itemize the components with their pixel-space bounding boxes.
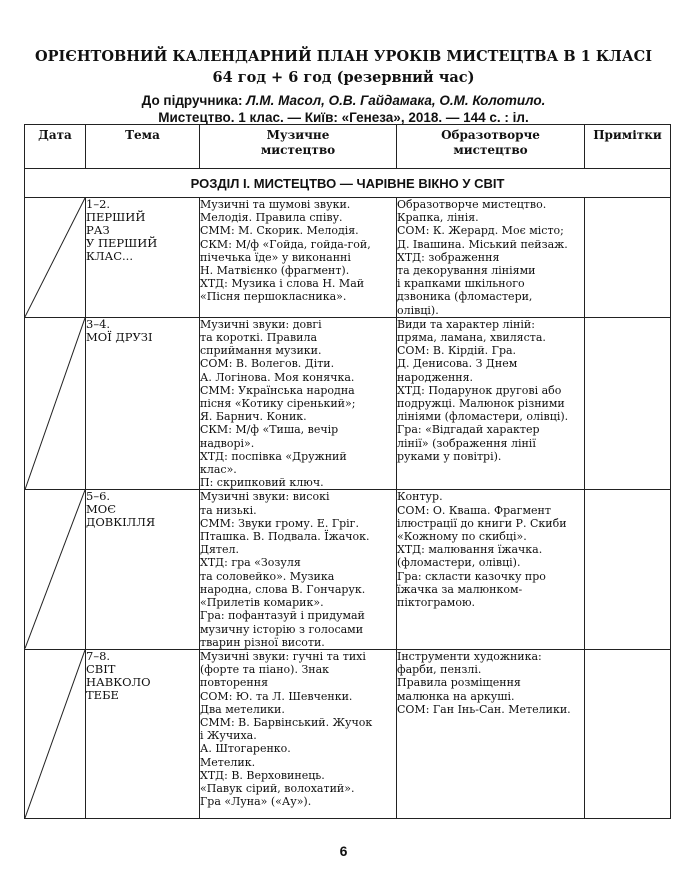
cell-line: НАВКОЛО (86, 674, 151, 689)
cell-line: СКМ: М/ф «Гойда, гойда-гой, (200, 237, 371, 251)
cell-line: ілюстрації до книги Р. Скиби (397, 516, 567, 530)
art-cell (397, 649, 585, 818)
date-diagonal (25, 318, 85, 490)
cell-line: Два метелики. (200, 702, 285, 716)
cell-line: Н. Матвієнко (фрагмент). (200, 264, 350, 278)
cell-line: «Кожному по скибці». (397, 530, 527, 544)
textbook-prefix: До підручника: (141, 93, 247, 108)
cell-line: тварин різної висоти. (200, 635, 325, 649)
theme-cell (86, 317, 200, 490)
section-row (25, 169, 671, 198)
col-date-header: Дата (25, 125, 86, 169)
cell-line: МОЄ (86, 502, 117, 517)
date-cell (25, 317, 86, 490)
cell-line: руками у повітрі). (397, 449, 502, 463)
cell-line: ХТД: гра «Зозуля (200, 556, 301, 570)
cell-line: подружці. Малюнок різними (397, 397, 565, 411)
date-diagonal (25, 650, 85, 818)
cell-line: Гра «Луна» («Ау»). (200, 795, 312, 809)
cell-line: Крапка, лінія. (397, 211, 479, 225)
document-title: ОРІЄНТОВНИЙ КАЛЕНДАРНИЙ ПЛАН УРОКІВ МИСТЕЦТВА В 1 КЛАСІ (35, 48, 652, 65)
cell-line: ПЕРШИЙ (86, 210, 146, 224)
cell-line: Дятел. (200, 543, 239, 557)
cell-line: Метелик. (200, 755, 256, 769)
cell-line: 1–2. (86, 197, 111, 211)
art-cell (397, 198, 585, 318)
cell-line: Музичні звуки: високі (200, 490, 330, 504)
table-row (25, 317, 671, 490)
cell-line: повторення (200, 676, 269, 690)
cell-line: СВІТ (86, 661, 116, 676)
cell-line: Музичні звуки: гучні та тихі (200, 649, 366, 663)
cell-line: Контур. (397, 490, 443, 504)
date-cell (25, 490, 86, 649)
cell-line: «Прилетів комарик». (200, 596, 324, 610)
cell-line: СОМ: В. Волегов. Діти. (200, 357, 335, 371)
cell-line: та низькі. (200, 503, 257, 517)
cell-line: дзвоника (фломастери, (397, 290, 533, 304)
cell-line: СОМ: В. Кірдій. Гра. (397, 344, 517, 358)
cell-line: народження. (397, 370, 474, 384)
cell-line: Пташка. В. Подвала. Їжачок. (200, 530, 370, 544)
notes-cell (585, 490, 671, 649)
cell-line: А. Штогаренко. (200, 742, 291, 756)
cell-line: МОЇ ДРУЗІ (86, 329, 153, 344)
cell-line: П: скрипковий ключ. (200, 476, 324, 490)
cell-line: Образотворче мистецтво. (397, 198, 547, 211)
cell-line: ХТД: поспівка «Дружний (200, 449, 347, 463)
cell-line: 3–4. (86, 316, 111, 331)
cell-line: їжачка за малюнком- (397, 582, 523, 596)
art-header-line2: мистецтво (453, 143, 528, 157)
art-cell (397, 317, 585, 490)
col-music-header (200, 125, 397, 169)
cell-line: ХТД: В. Верховинець. (200, 768, 325, 782)
cell-line: Мелодія. Правила співу. (200, 211, 343, 225)
cell-line: Правила розміщення (397, 676, 521, 690)
cell-line: ХТД: Музика і слова Н. Май (200, 277, 365, 291)
cell-line: пічечька їде» у виконанні (200, 250, 351, 264)
cell-line: СОМ: Ган Інь-Сан. Метелики. (397, 702, 571, 716)
cell-line: СММ: М. Скорик. Мелодія. (200, 224, 359, 238)
cell-line: СОМ: Ю. та Л. Шевченки. (200, 689, 353, 703)
table-row (25, 490, 671, 649)
cell-line: СКМ: М/ф «Тиша, вечір (200, 423, 339, 437)
cell-line: СММ: В. Барвінський. Жучок (200, 715, 373, 729)
cell-line: малюнка на аркуші. (397, 689, 515, 703)
cell-line: «Пісня першокласника». (200, 290, 347, 304)
art-cell (397, 490, 585, 649)
cell-line: і Жучиха. (200, 729, 257, 743)
cell-line: ХТД: Подарунок другові або (397, 383, 562, 397)
cell-line: «Павук сірий, волохатий». (200, 781, 355, 795)
cell-line: СММ: Українська народна (200, 383, 355, 397)
cell-line: фарби, пензлі. (397, 663, 482, 677)
col-art-header (397, 125, 585, 169)
cell-line: РАЗ (86, 223, 110, 237)
notes-cell (585, 649, 671, 818)
cell-line: ДОВКІЛЛЯ (86, 515, 156, 530)
cell-line: та соловейко». Музика (200, 569, 335, 583)
cell-line: Види та характер ліній: (397, 317, 535, 331)
hours-subtitle: 64 год + 6 год (резервний час) (212, 69, 475, 86)
date-cell (25, 649, 86, 818)
textbook-line (0, 93, 687, 108)
cell-line: 7–8. (86, 648, 111, 663)
date-cell (25, 198, 86, 318)
music-cell (200, 649, 397, 818)
cell-line: У ПЕРШИЙ (86, 236, 158, 250)
date-diagonal (25, 198, 85, 317)
cell-line: пісня «Котику сіренький»; (200, 397, 356, 411)
cell-line: та декорування лініями (397, 264, 536, 278)
cell-line: ХТД: малювання їжачка. (397, 543, 543, 557)
cell-line: пряма, ламана, хвиляста. (397, 331, 546, 345)
cell-line: 5–6. (86, 489, 111, 504)
cell-line: надворі». (200, 436, 255, 450)
section-title: РОЗДІЛ I. МИСТЕЦТВО — ЧАРІВНЕ ВІКНО У СВІТ (25, 169, 671, 198)
cell-line: лінії» (зображення лінії (397, 436, 536, 450)
cell-line: СОМ: О. Кваша. Фрагмент (397, 503, 551, 517)
table-header-row (25, 125, 671, 169)
cell-line: і крапками шкільного (397, 277, 525, 291)
cell-line: Гра: скласти казочку про (397, 569, 546, 583)
theme-cell (86, 490, 200, 649)
cell-line: Інструменти художника: (397, 649, 542, 663)
art-header-line1: Образотворче (441, 128, 540, 142)
theme-cell (86, 649, 200, 818)
cell-line: олівці). (397, 303, 439, 317)
cell-line: Музичні звуки: довгі (200, 317, 322, 331)
cell-line: ХТД: зображення (397, 250, 500, 264)
cell-line: Я. Барнич. Коник. (200, 410, 307, 424)
cell-line: лініями (фломастери, олівці). (397, 410, 569, 424)
cell-line: сприймання музики. (200, 344, 322, 358)
music-header-line1: Музичне (266, 128, 330, 142)
col-notes-header: Примітки (585, 125, 671, 169)
music-cell (200, 317, 397, 490)
cell-line: СОМ: К. Жерард. Моє місто; (397, 224, 564, 238)
textbook-authors: Л.М. Масол, О.В. Гайдамака, О.М. Колотило. (246, 93, 546, 108)
cell-line: Гра: пофантазуй і придумай (200, 609, 365, 623)
cell-line: (фломастери, олівці). (397, 556, 521, 570)
cell-line: Музичні та шумові звуки. (200, 198, 351, 211)
cell-line: КЛАС... (86, 249, 133, 263)
notes-cell (585, 317, 671, 490)
cell-line: Д. Денисова. З Днем (397, 357, 518, 371)
notes-cell (585, 198, 671, 318)
table-row (25, 198, 671, 318)
cell-line: клас». (200, 463, 237, 477)
cell-line: піктограмою. (397, 596, 476, 610)
cell-line: Д. Івашина. Міський пейзаж. (397, 237, 568, 251)
music-header-line2: мистецтво (260, 143, 336, 157)
page-number: 6 (339, 843, 348, 859)
lesson-plan-table (24, 124, 671, 819)
cell-line: (форте та піано). Знак (200, 663, 330, 677)
cell-line: Гра: «Відгадай характер (397, 423, 540, 437)
cell-line: ТЕБЕ (86, 687, 119, 702)
theme-cell (86, 198, 200, 318)
cell-line: музичну історію з голосами (200, 622, 364, 636)
cell-line: СММ: Звуки грому. Е. Гріг. (200, 516, 359, 530)
textbook-details: Мистецтво. 1 клас. — Київ: «Генеза», 2018. — 144 с. : іл. (158, 110, 529, 125)
music-cell (200, 490, 397, 649)
table-row (25, 649, 671, 818)
cell-line: народна, слова В. Гончарук. (200, 582, 366, 596)
col-theme-header: Тема (86, 125, 200, 169)
cell-line: та короткі. Правила (200, 331, 318, 345)
music-cell (200, 198, 397, 318)
date-diagonal (25, 490, 85, 648)
cell-line: А. Логінова. Моя конячка. (200, 370, 355, 384)
